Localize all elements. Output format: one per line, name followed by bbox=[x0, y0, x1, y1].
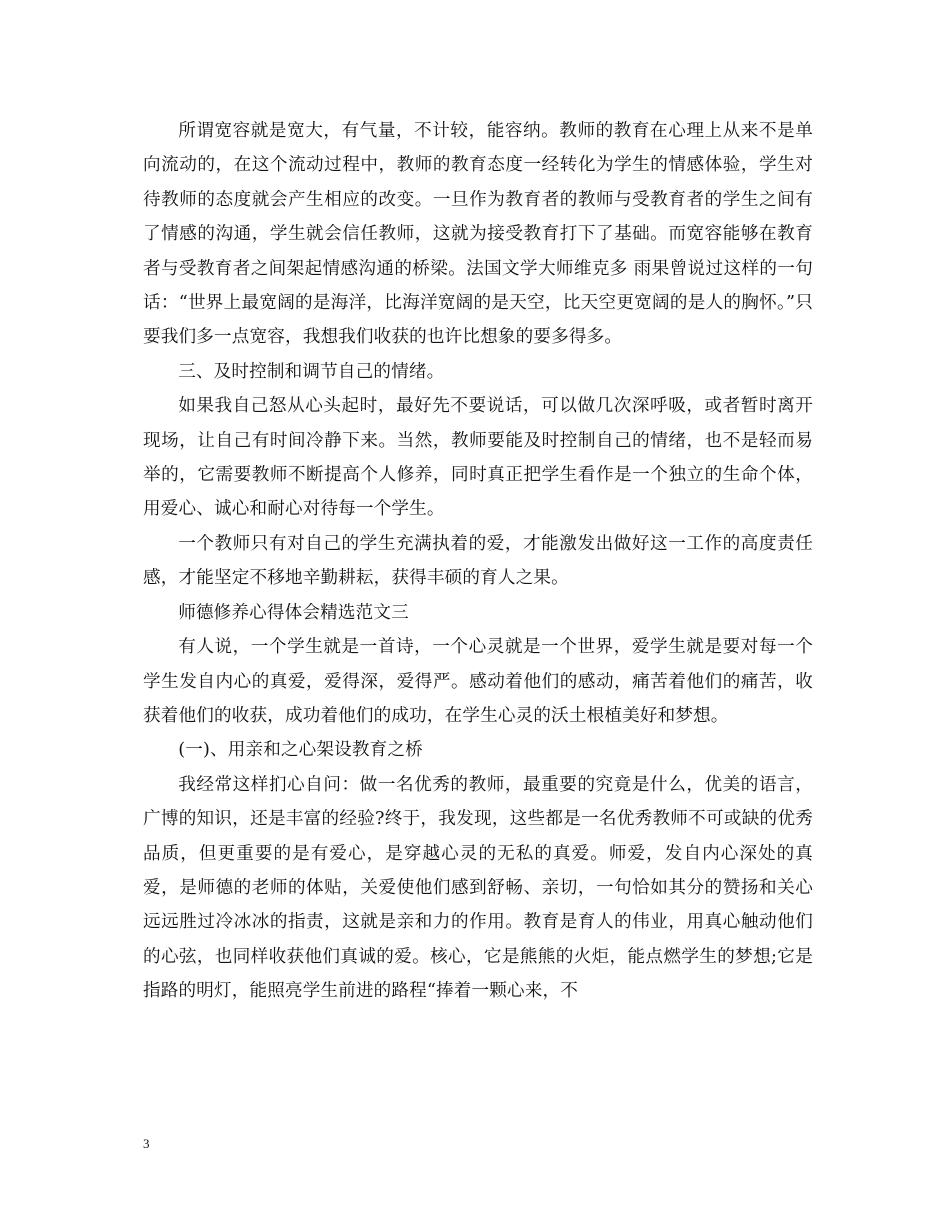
paragraph-tolerance: 所谓宽容就是宽大，有气量，不计较，能容纳。教师的教育在心理上从来不是单向流动的，在这个流动过程中，教师的教育态度一经转化为学生的情感体验，学生对待教师的态度就会产生相应的改变。一旦作为教育者的教师与受教育者的学生之间有了情感的沟通，学生就会信任教师，这就为接受教育打下了基础。而宽容能够在教育者与受教育者之间架起情感沟通的桥梁。法国文学大师维克多 雨果曾说过这样的一句话：“世界上最宽阔的是海洋，比海洋宽阔的是天空，比天空更宽阔的是人的胸怀。”只要我们多一点宽容，我想我们收获的也许比想象的要多得多。 bbox=[143, 121, 813, 348]
subheading-bridge: (一)、用亲和之心架设教育之桥 bbox=[178, 740, 423, 761]
document-body bbox=[143, 114, 813, 1009]
section-heading-emotion-control: 三、及时控制和调节自己的情绪。 bbox=[178, 361, 445, 382]
paragraph-student-poem: 有人说，一个学生就是一首诗，一个心灵就是一个世界，爱学生就是要对每一个学生发自内心的真爱，爱得深，爱得严。感动着他们的感动，痛苦着他们的痛苦，收获着他们的收获，成功着他们的成功，在学生心灵的沃土根植美好和梦想。 bbox=[143, 637, 813, 726]
paragraph-self-question: 我经常这样扪心自问：做一名优秀的教师，最重要的究竟是什么，优美的语言，广博的知识，还是丰富的经验?终于，我发现，这些都是一名优秀教师不可或缺的优秀品质，但更重要的是有爱心，是穿越心灵的无私的真爱。师爱，发自内心深处的真爱，是师德的老师的体贴，关爱使他们感到舒畅、亲切，一句恰如其分的赞扬和关心远远胜过冷冰冰的指责，这就是亲和力的作用。教育是育人的伟业，用真心触动他们的心弦，也同样收获他们真诚的爱。核心，它是熊熊的火炬，能点燃学生的梦想;它是指路的明灯，能照亮学生前进的路程“捧着一颗心来，不 bbox=[143, 774, 813, 1002]
paragraph-emotion-control: 如果我自己怒从心头起时，最好先不要说话，可以做几次深呼吸，或者暂时离开现场，让自己有时间冷静下来。当然，教师要能及时控制自己的情绪，也不是轻而易举的，它需要教师不断提高个人修养，同时真正把学生看作是一个独立的生命个体，用爱心、诚心和耐心对待每一个学生。 bbox=[143, 396, 813, 520]
paragraph-teacher-love: 一个教师只有对自己的学生充满执着的爱，才能激发出做好这一工作的高度责任感，才能坚定不移地辛勤耕耘，获得丰硕的育人之果。 bbox=[143, 533, 813, 589]
essay-title-three: 师德修养心得体会精选范文三 bbox=[178, 602, 409, 623]
page-number: 3 bbox=[143, 1136, 150, 1151]
